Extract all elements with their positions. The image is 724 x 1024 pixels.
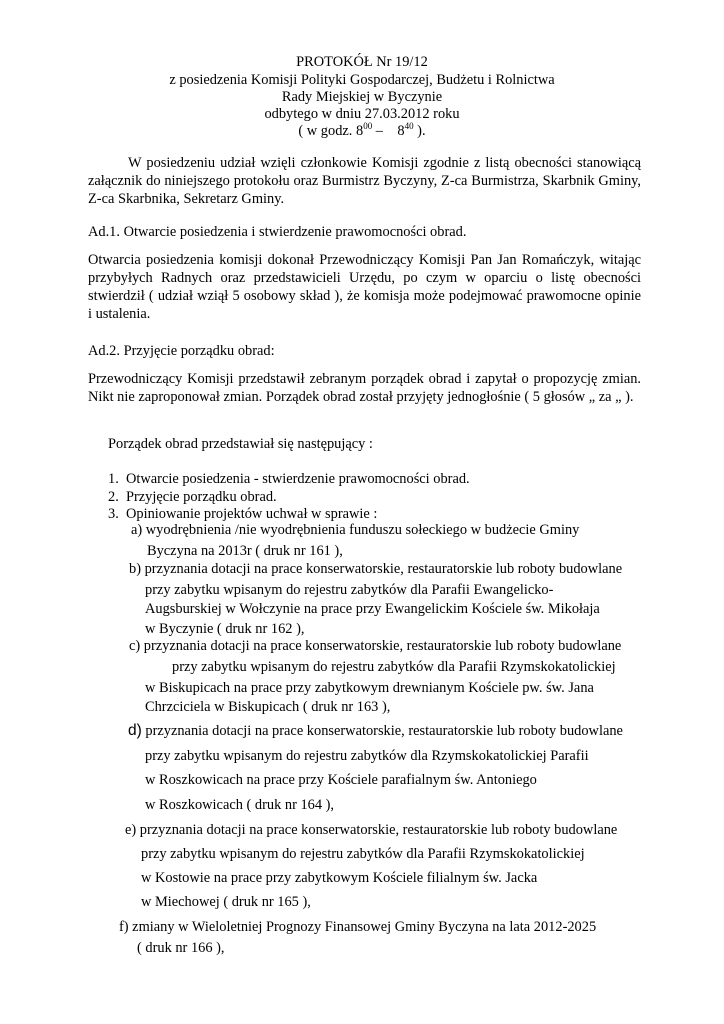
agenda-intro: Porządek obrad przedstawiał się następujący : <box>108 436 373 452</box>
subitem-c-line3: w Biskupicach na prace przy zabytkowym drewnianym Kościele pw. św. Jana <box>145 680 594 696</box>
agenda-item-3: 3. Opiniowanie projektów uchwał w sprawie : <box>108 506 378 522</box>
ad2-paragraph: Przewodniczący Komisji przedstawił zebranym porządek obrad i zapytał o propozycję zmian. Nikt nie zaproponował zmian. Porządek obrad został przyjęty jednogłośnie ( 5 głosów „ za „ ). <box>88 371 641 405</box>
subitem-b-line3: Augsburskiej w Wołczynie na prace przy Ewangelickim Kościele św. Mikołaja <box>145 601 600 617</box>
subitem-c-line4: Chrzciciela w Biskupicach ( druk nr 163 ), <box>145 699 391 715</box>
subitem-c-line2: przy zabytku wpisanym do rejestru zabytków dla Parafii Rzymskokatolickiej <box>172 659 616 675</box>
intro-paragraph: W posiedzeniu udział wzięli członkowie Komisji zgodnie z listą obecności stanowiącą załącznik do niniejszego protokołu oraz Burmistrz Byczyny, Z-ca Burmistrza, Skarbnik Gminy, Z-ca Skarbnika, Sekretarz Gminy. <box>88 155 641 207</box>
subitem-d-line4: w Roszkowicach ( druk nr 164 ), <box>145 797 335 813</box>
doc-hours: ( w godz. $8^{00}$ – $8^{40}$ ). <box>298 121 426 139</box>
ad1-paragraph: Otwarcia posiedzenia komisji dokonał Przewodniczący Komisji Pan Jan Romańczyk, witając przybyłych Radnych oraz przedstawicieli Urzędu, po czym w oparciu o listę obecności stwierdził ( udział wziął 5 osobowy skład ), że komisja może podejmować prawomocne opinie i ustalenia. <box>88 252 641 322</box>
doc-title: PROTOKÓŁ Nr 19/12 <box>296 54 428 70</box>
subitem-e-line4: w Miechowej ( druk nr 165 ), <box>141 894 311 910</box>
doc-council: Rady Miejskiej w Byczynie <box>281 89 443 105</box>
section-heading-ad1: Ad.1. Otwarcie posiedzenia i stwierdzenie prawomocności obrad. <box>88 224 467 240</box>
subitem-d-line2: przy zabytku wpisanym do rejestru zabytków dla Rzymskokatolickiej Parafii <box>145 748 589 764</box>
subitem-f-line2: ( druk nr 166 ), <box>137 940 225 956</box>
subitem-d-line3: w Roszkowicach na prace przy Kościele parafialnym św. Antoniego <box>145 772 537 788</box>
agenda-item-1: 1. Otwarcie posiedzenia - stwierdzenie prawomocności obrad. <box>108 471 470 487</box>
subitem-d-line1: d) przyznania dotacji na prace konserwatorskie, restauratorskie lub roboty budowlane <box>128 722 623 739</box>
agenda-item-2: 2. Przyjęcie porządku obrad. <box>108 489 277 505</box>
subitem-b-line4: w Byczynie ( druk nr 162 ), <box>145 621 305 637</box>
subitem-a-line1: a) wyodrębnienia /nie wyodrębnienia funduszu sołeckiego w budżecie Gminy <box>131 522 580 538</box>
subitem-e-line1: e) przyznania dotacji na prace konserwatorskie, restauratorskie lub roboty budowlane <box>125 822 618 838</box>
subitem-b-line1: b) przyznania dotacji na prace konserwatorskie, restauratorskie lub roboty budowlane <box>129 561 623 577</box>
subitem-c-line1: c) przyznania dotacji na prace konserwatorskie, restauratorskie lub roboty budowlane <box>129 638 622 654</box>
section-heading-ad2: Ad.2. Przyjęcie porządku obrad: <box>88 343 275 359</box>
subitem-b-line2: przy zabytku wpisanym do rejestru zabytków dla Parafii Ewangelicko- <box>145 582 554 598</box>
subitem-a-line2: Byczyna na 2013r ( druk nr 161 ), <box>147 543 343 559</box>
doc-subtitle: z posiedzenia Komisji Polityki Gospodarczej, Budżetu i Rolnictwa <box>169 72 555 88</box>
subitem-e-line3: w Kostowie na prace przy zabytkowym Kościele filialnym św. Jacka <box>141 870 538 886</box>
subitem-e-line2: przy zabytku wpisanym do rejestru zabytków dla Parafii Rzymskokatolickiej <box>141 846 585 862</box>
doc-date: odbytego w dniu 27.03.2012 roku <box>264 106 460 122</box>
subitem-f-line1: f) zmiany w Wieloletniej Prognozy Finansowej Gminy Byczyna na lata 2012-2025 <box>119 919 597 935</box>
